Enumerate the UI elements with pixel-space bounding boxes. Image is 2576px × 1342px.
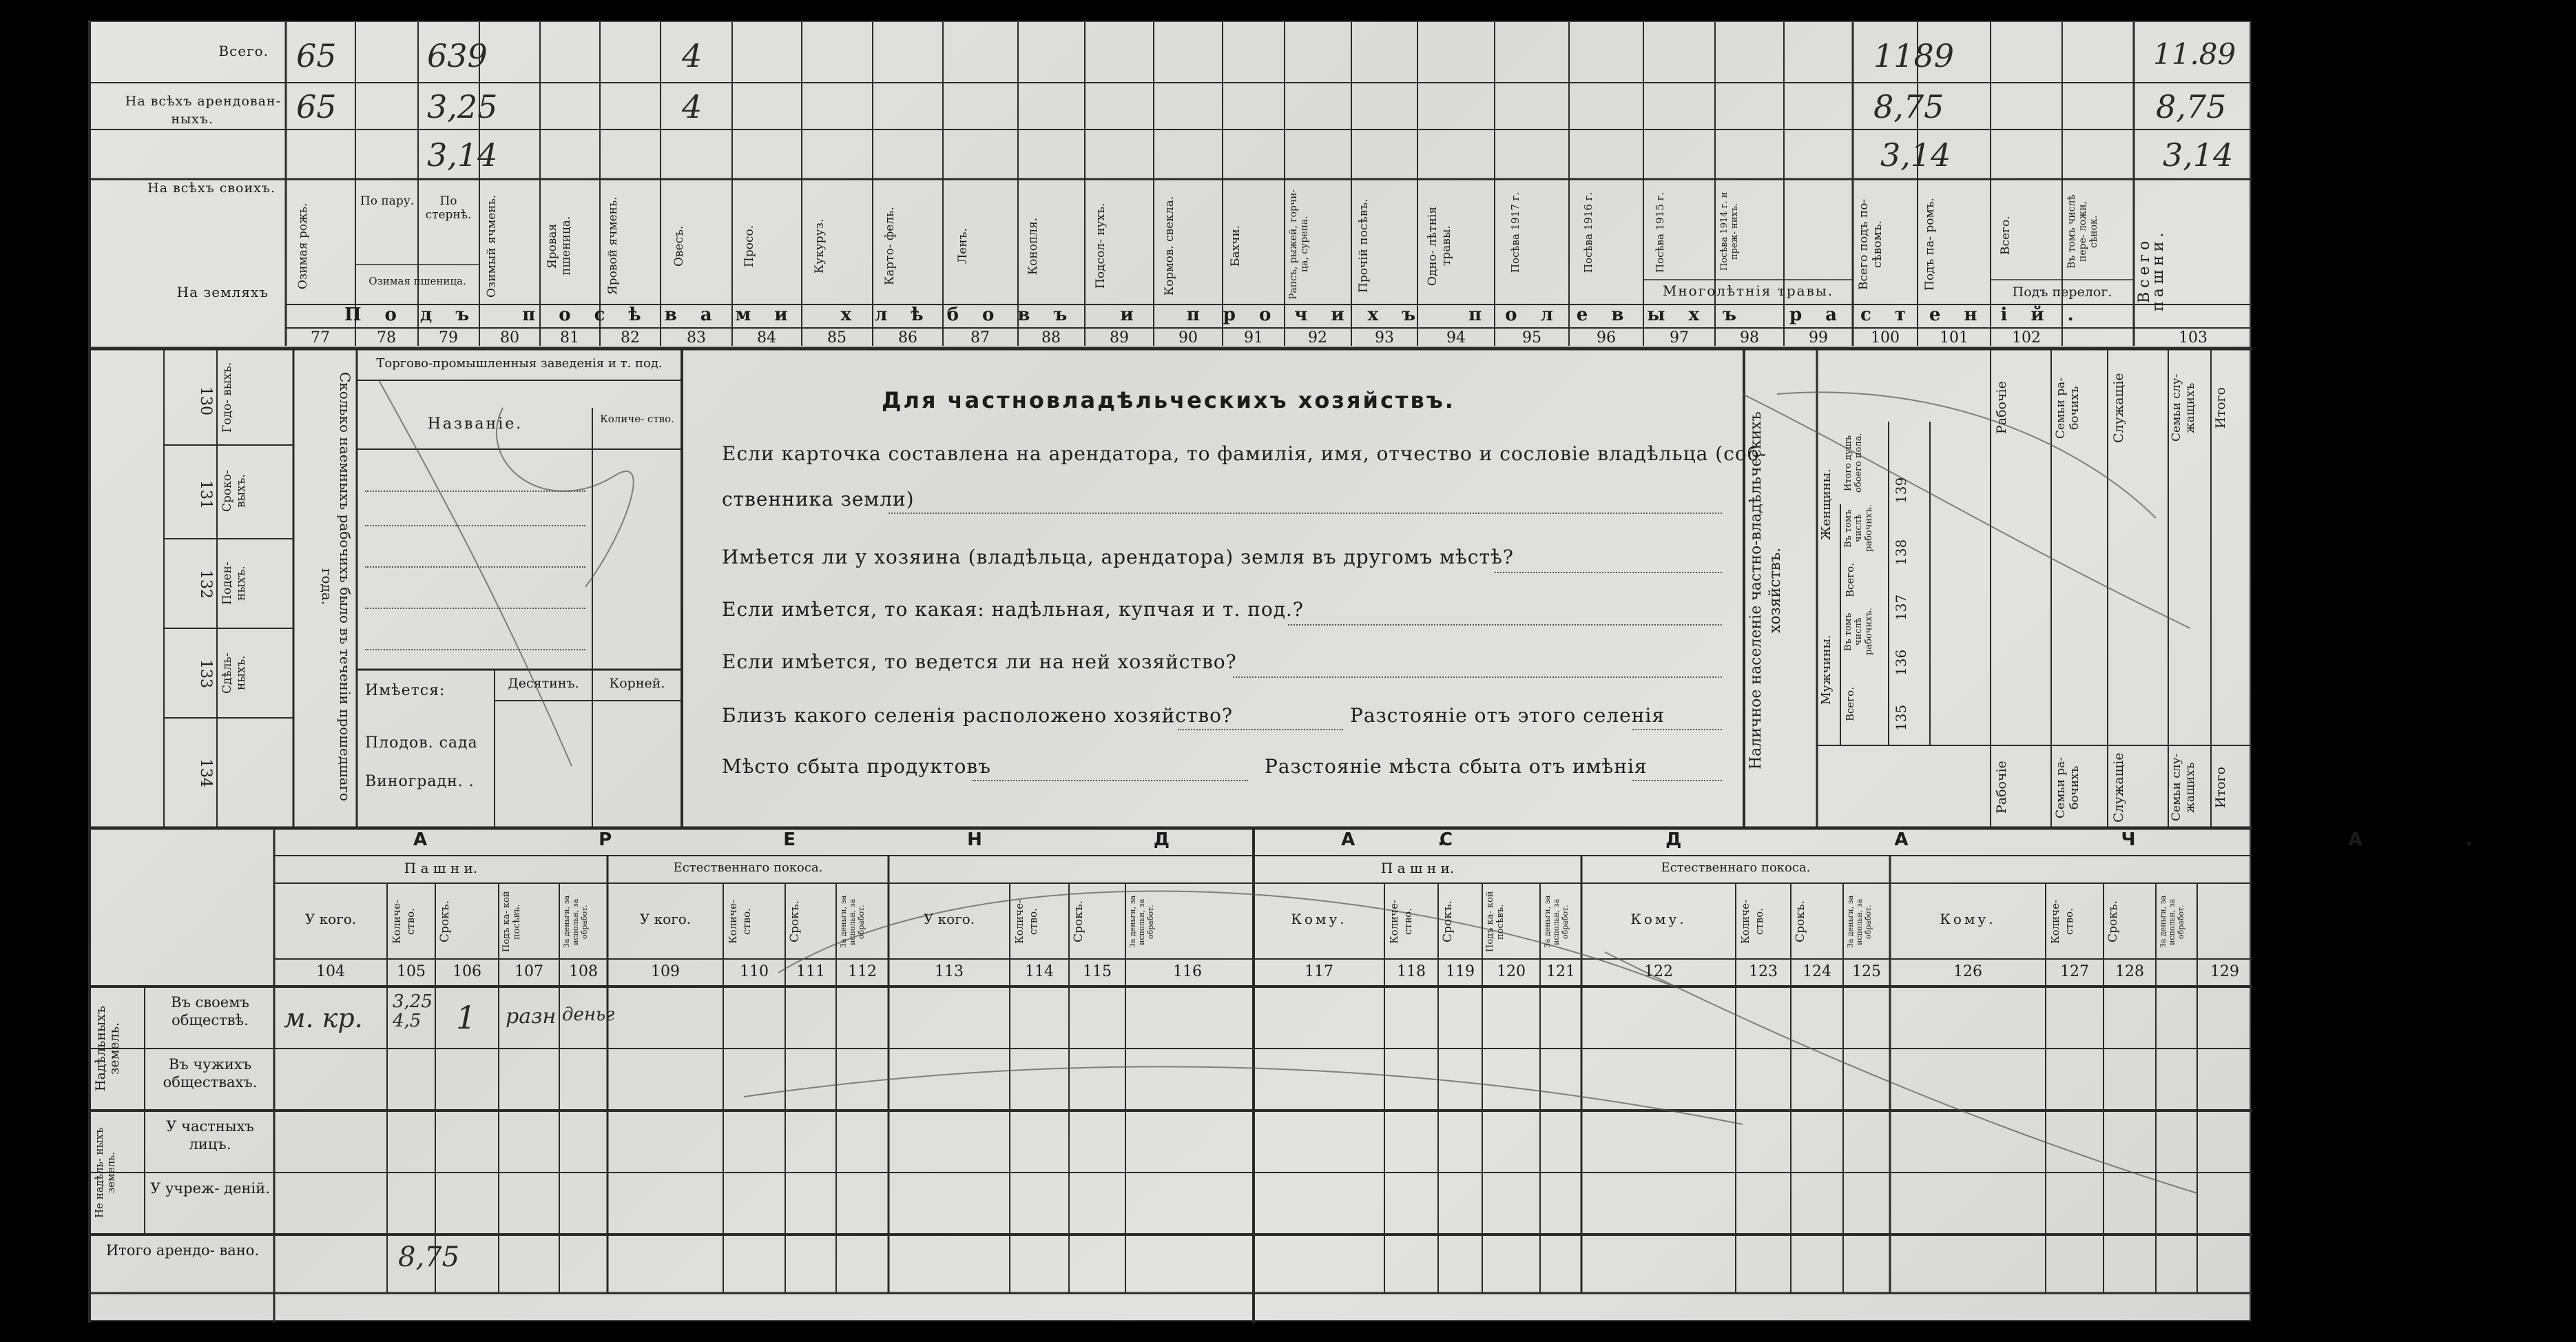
- col-korm-svekla: Кормов. свекла.: [1163, 196, 1176, 296]
- hw-r1-c79: 639: [427, 37, 488, 74]
- hw-r1-c77: 65: [296, 37, 337, 74]
- column-number: 108: [569, 963, 598, 980]
- col-mnogoletn: Многолѣтнія травы.: [1662, 282, 1834, 299]
- label-rabochie-bottom: Рабочіе: [1994, 761, 2009, 814]
- label-muzhchiny: Мужчины.: [1819, 634, 1834, 705]
- row-label-svoikh: На всѣхъ своихъ.: [147, 180, 276, 196]
- column-number: 107: [515, 963, 543, 980]
- row-v-svoem: Въ своемъ обществѣ.: [171, 994, 249, 1029]
- column-number: 79: [439, 329, 458, 347]
- title-arenda: А Р Е Н Д А.: [413, 829, 1528, 850]
- hw-r3-c79: 3,14: [427, 136, 498, 174]
- hw-arenda-kogo: м. кр.: [284, 1003, 363, 1033]
- q-rasstoyanie-sbyta: Разстояніе мѣста сбыта отъ имѣнія: [1265, 755, 1648, 778]
- col-120-pod-kakoy: Подъ ка- кой посѣвъ.: [1485, 891, 1506, 953]
- col-105-kolvo: Количе- ство.: [391, 899, 417, 944]
- col-118-kolvo: Количе- ство.: [1388, 899, 1414, 944]
- column-number: 98: [1740, 329, 1759, 347]
- row-itogo-arend: Итого арендо- вано.: [105, 1242, 260, 1259]
- column-number: 97: [1670, 329, 1689, 347]
- column-number: 127: [2060, 963, 2089, 980]
- q-rasstoyanie: Разстояніе отъ этого селенія: [1350, 704, 1665, 727]
- row-label-vsego: Всего.: [218, 43, 269, 59]
- column-number: 120: [1497, 963, 1526, 980]
- col-vsego-pashni: Всего пашни.: [2136, 228, 2167, 312]
- col-po-paru: По пару.: [360, 194, 415, 208]
- hw-r2-c99: 8,75: [1873, 88, 1944, 125]
- answer-line: [1632, 780, 1722, 781]
- row-label-arend-1: На всѣхъ арендован-: [125, 94, 281, 109]
- label-zhenshchiny: Женщины.: [1819, 468, 1834, 540]
- col-pod-parom: Подъ па- ромъ.: [1923, 198, 1937, 291]
- col-124-srok: Срокъ.: [1794, 900, 1807, 943]
- column-number: 119: [1446, 963, 1475, 980]
- dotted-line: [365, 608, 585, 609]
- column-number: 113: [935, 963, 964, 980]
- num-131: 131: [197, 480, 214, 509]
- label-semi-sluzh-top: Семьи слу- жащихъ: [2170, 373, 2197, 442]
- label-godovykh: Годо- выхъ.: [220, 362, 234, 433]
- column-number: 105: [397, 963, 426, 980]
- column-number: 103: [2179, 329, 2208, 347]
- column-number: 93: [1375, 329, 1394, 347]
- answer-line: [1495, 572, 1722, 573]
- q-arendator-2: ственника земли): [722, 488, 915, 510]
- col-125-za-dengi: За деньги, за испольн, за обработ.: [1846, 895, 1873, 949]
- q-khozyaystvo: Если имѣется, то ведется ли на ней хозяйство?: [722, 650, 1237, 673]
- label-zhen-vsego: Всего.: [1844, 563, 1856, 597]
- label-itogo-dush: Итого душъ обоего пола.: [1843, 433, 1864, 493]
- row-label-arend-2: ныхъ.: [171, 112, 214, 127]
- column-number: 100: [1871, 329, 1900, 347]
- hw-r1-c103: 11.89: [2153, 37, 2236, 71]
- column-number: 89: [1110, 329, 1129, 347]
- col-113-u-kogo: У кого.: [923, 911, 975, 927]
- column-number: 80: [500, 329, 519, 347]
- column-number: 87: [970, 329, 990, 347]
- band-pod-posevami: Подъ посѣвами хлѣбовъ и прочихъ полевыхъ растеній.: [344, 304, 2097, 325]
- label-kolichestvo: Количе- ство.: [600, 413, 674, 425]
- col-104-u-kogo: У кого.: [304, 911, 357, 927]
- col-posev-1915: Посѣва 1915 г.: [1654, 192, 1666, 273]
- column-number: 84: [757, 329, 776, 347]
- col-119-srok: Срокъ.: [1441, 900, 1455, 943]
- column-number: 101: [1940, 329, 1969, 347]
- column-number: 128: [2115, 963, 2144, 980]
- col-116-za-dengi: За деньги, за испольн, за обработ.: [1128, 895, 1155, 949]
- col-kartofel: Карто- фель.: [883, 207, 897, 285]
- column-number: 88: [1041, 329, 1061, 347]
- col-podsolnukh: Подсол- нухъ.: [1094, 203, 1108, 289]
- hw-r2-c77: 65: [296, 88, 337, 125]
- q-arendator-1: Если карточка составлена на арендатора, то фамилія, имя, отчество и сословіе владѣльца (соб-: [722, 442, 1767, 465]
- col-posev-1917: Посѣва 1917 г.: [1509, 192, 1521, 273]
- label-srochnykh: Сроко- выхъ.: [220, 470, 248, 513]
- column-number: 112: [848, 963, 877, 980]
- hw-r3-c99: 3,14: [1880, 136, 1951, 174]
- col-122-komu: Кому.: [1630, 911, 1687, 927]
- label-itogo-bottom: Итого: [2213, 767, 2228, 808]
- column-number: 129: [2210, 963, 2239, 980]
- num-138: 138: [1893, 539, 1909, 566]
- label-zhen-rabochikh: Въ томъ числѣ рабочихъ.: [1843, 504, 1874, 553]
- column-number: 91: [1244, 329, 1263, 347]
- col-108-za-dengi: За деньги, за испольн, за обработ.: [562, 895, 589, 949]
- col-111-srok: Срокъ.: [788, 900, 802, 943]
- col-110-kolvo: Количе- ство.: [727, 899, 753, 944]
- private-title: Для частновладѣльческихъ хозяйствъ.: [882, 387, 1455, 413]
- column-number: 117: [1305, 963, 1333, 980]
- label-semi-sluzh-bottom: Семьи слу- жащихъ: [2170, 753, 2197, 822]
- column-number: 90: [1178, 329, 1198, 347]
- hw-r2-c82: 4: [682, 88, 703, 125]
- column-number: 122: [1644, 963, 1673, 980]
- dotted-line: [365, 649, 585, 650]
- q-kakaya: Если имѣется, то какая: надѣльная, купчая и т. под.?: [722, 598, 1304, 621]
- column-number: 104: [316, 963, 345, 980]
- col-109-u-kogo: У кого.: [639, 911, 692, 927]
- column-number: 111: [796, 963, 825, 980]
- col-128-srok: Срокъ.: [2106, 900, 2120, 943]
- answer-line: [973, 780, 1248, 781]
- col-107-pod-kakoy: Подъ ка- кой посѣвъ.: [501, 891, 522, 953]
- label-imeetsya: Имѣется:: [365, 682, 446, 699]
- group-sdacha-pokos: Естественнаго покоса.: [1661, 860, 1811, 875]
- q-selenie: Близъ какого селенія расположено хозяйство?: [722, 704, 1234, 727]
- answer-line: [1288, 624, 1722, 626]
- num-134: 134: [197, 758, 214, 787]
- column-number: 102: [2012, 329, 2041, 347]
- label-sluzh-bottom: Служащіе: [2111, 752, 2126, 823]
- label-torg-prom: Торгово-промышленныя заведенія и т. под.: [376, 356, 663, 371]
- column-number: 96: [1597, 329, 1616, 347]
- col-114-kolvo: Количе- ство.: [1013, 899, 1039, 944]
- label-semi-rab-top: Семьи ра- бочихъ: [2054, 377, 2081, 439]
- label-muzh-vsego: Всего.: [1844, 687, 1856, 721]
- col-perelog-vsego: Всего.: [1999, 216, 2013, 256]
- label-sluzh-top: Служащіе: [2111, 373, 2126, 443]
- num-133: 133: [197, 659, 214, 688]
- num-137: 137: [1893, 594, 1909, 621]
- col-115-srok: Срокъ.: [1072, 900, 1086, 943]
- hw-r1-c99: 1189: [1873, 37, 1955, 74]
- col-perelog-tom: Въ томъ числѣ пере- ложи, сѣнок.: [2066, 194, 2099, 269]
- num-135: 135: [1893, 704, 1909, 732]
- hw-r2-c79: 3,25: [427, 88, 498, 125]
- answer-line: [1178, 729, 1343, 730]
- col-konoplya: Конопля.: [1026, 217, 1040, 275]
- column-number: 110: [740, 963, 769, 980]
- hw-r3-c103: 3,14: [2163, 136, 2234, 174]
- col-121-za-dengi: За деньги, за испольн, за обработ.: [1543, 895, 1570, 949]
- col-vsego-posev: Всего подъ по- сѣвомъ.: [1857, 198, 1884, 290]
- col-po-sternu: По стернѣ.: [425, 194, 472, 222]
- label-skolko-naemnykh: Сколько наемныхъ рабочихъ было въ теченіи прошедшаго года.: [319, 372, 353, 802]
- col-112-za-dengi: За деньги, за испольн, за обработ.: [839, 895, 866, 949]
- row-v-chuzhikh: Въ чужихъ обществахъ.: [163, 1056, 258, 1091]
- col-127-kolvo: Количе- ство.: [2049, 899, 2075, 944]
- col-126-komu: Кому.: [1940, 911, 1996, 927]
- col-ozim-yachm: Озимый ячмень.: [485, 194, 499, 298]
- label-population-title: Наличное населеніе частно-владѣльческихъ хозяйствъ.: [1747, 411, 1784, 770]
- label-rabochie-top: Рабочіе: [1994, 381, 2009, 435]
- title-sdacha: С Д А Ч А.: [1440, 829, 2576, 850]
- column-number: 78: [377, 329, 396, 347]
- col-odnoletn: Одно- лѣтнія травы.: [1426, 206, 1453, 286]
- hw-itogo: 8,75: [398, 1241, 460, 1273]
- group-arenda-pashni: П а ш н и.: [404, 860, 478, 876]
- column-number: 106: [453, 963, 481, 980]
- column-number: 123: [1749, 963, 1778, 980]
- col-yarov-yachm: Яровой ячмень.: [606, 196, 620, 296]
- column-number: 81: [560, 329, 579, 347]
- col-ozim-rozh: Озимая рожь.: [296, 203, 310, 289]
- col-raps: Рапсъ, рыжей, горчи- ца, сурепа.: [1288, 189, 1310, 300]
- census-card: [88, 21, 2576, 1321]
- label-podennykh: Поден- ныхъ.: [220, 561, 248, 606]
- hw-arenda-srok: 1: [456, 999, 477, 1036]
- col-posev-1916: Посѣва 1916 г.: [1582, 192, 1595, 273]
- col-106-srok: Срокъ.: [438, 900, 452, 943]
- label-muzh-rabochikh: Въ томъ числѣ рабочихъ.: [1843, 608, 1874, 656]
- column-number: 118: [1397, 963, 1426, 980]
- num-136: 136: [1893, 649, 1909, 677]
- column-number: 115: [1083, 963, 1112, 980]
- col-len: Ленъ.: [956, 228, 970, 264]
- column-number: 77: [311, 329, 330, 347]
- label-korney: Корней.: [609, 676, 665, 691]
- column-number: 116: [1173, 963, 1202, 980]
- column-number: 94: [1446, 329, 1466, 347]
- num-130: 130: [197, 386, 214, 415]
- col-proso: Просо.: [742, 225, 756, 267]
- hw-arenda-pay: деньг: [562, 1004, 615, 1025]
- hw-arenda-vid: разн: [506, 1004, 557, 1029]
- column-number: 99: [1809, 329, 1828, 347]
- group-arenda-pokos: Естественнаго покоса.: [673, 860, 823, 875]
- col-129-za-dengi: За деньги, за испольн, за обработ.: [2159, 895, 2185, 949]
- label-sdelnykh: Сдѣль- ныхъ.: [220, 652, 248, 694]
- dotted-line: [365, 566, 585, 568]
- col-ozim-pshen: Озимая пшеница.: [368, 275, 466, 287]
- col-kukuruz: Кукуруз.: [813, 218, 827, 273]
- label-itogo-top: Итого: [2213, 387, 2228, 429]
- answer-line: [1233, 677, 1722, 678]
- label-desyatin: Десятинъ.: [508, 676, 579, 691]
- label-plodov-sada: Плодов. сада: [365, 734, 478, 752]
- column-number: 86: [898, 329, 917, 347]
- row-u-chastnykh: У частныхъ лицъ.: [166, 1118, 254, 1153]
- hw-r1-c82: 4: [682, 37, 703, 74]
- col-posev-1914: Посѣва 1914 г. и преж- нихъ.: [1719, 192, 1740, 271]
- col-123-kolvo: Количе- ство.: [1739, 899, 1765, 944]
- num-132: 132: [197, 570, 214, 599]
- label-nazvanie: Названіе.: [427, 415, 523, 433]
- column-number: 124: [1803, 963, 1831, 980]
- row-label-na-zemlyakh: На земляхъ: [176, 284, 269, 300]
- column-number: 95: [1522, 329, 1541, 347]
- label-vinogr: Виноградн. .: [365, 773, 475, 790]
- hw-arenda-kol: 3,25 4,5: [393, 991, 433, 1031]
- answer-line: [889, 513, 1722, 514]
- label-semi-rab-bottom: Семьи ра- бочихъ: [2054, 756, 2081, 818]
- column-number: 114: [1025, 963, 1054, 980]
- dotted-line: [365, 525, 585, 526]
- col-117-komu: Кому.: [1291, 911, 1347, 927]
- col-oves: Овесъ.: [672, 225, 686, 267]
- column-number: 82: [621, 329, 640, 347]
- dotted-line: [365, 491, 585, 492]
- column-number: 83: [687, 329, 706, 347]
- num-139: 139: [1893, 477, 1909, 504]
- label-nenadel-zemel: Не надѣль- ныхъ земель.: [93, 1127, 117, 1218]
- column-number: 126: [1953, 963, 1982, 980]
- col-bakhchi: Бахчи.: [1229, 225, 1243, 267]
- col-yarov-pshen: Яровая пшеница.: [546, 216, 573, 276]
- column-number: 121: [1546, 963, 1575, 980]
- column-number: 92: [1308, 329, 1327, 347]
- col-pod-perelog: Подъ перелог.: [2012, 285, 2112, 300]
- q-zemlya-v-drugom: Имѣется ли у хозяина (владѣльца, арендатора) земля въ другомъ мѣстѣ?: [722, 546, 1514, 568]
- column-number: 125: [1852, 963, 1881, 980]
- q-mesto-sbyta: Мѣсто сбыта продуктовъ: [722, 755, 991, 778]
- row-u-uchrezh: У учреж- деній.: [150, 1180, 270, 1197]
- group-sdacha-pashni: П а ш н и.: [1380, 860, 1455, 876]
- col-prochiy: Прочій посѣвъ.: [1357, 198, 1371, 293]
- hw-r2-c103: 8,75: [2156, 88, 2227, 125]
- column-number: 85: [827, 329, 846, 347]
- column-number: 109: [651, 963, 680, 980]
- answer-line: [1632, 729, 1722, 730]
- label-nadel-zemel: Надѣльныхъ земель.: [93, 1005, 122, 1092]
